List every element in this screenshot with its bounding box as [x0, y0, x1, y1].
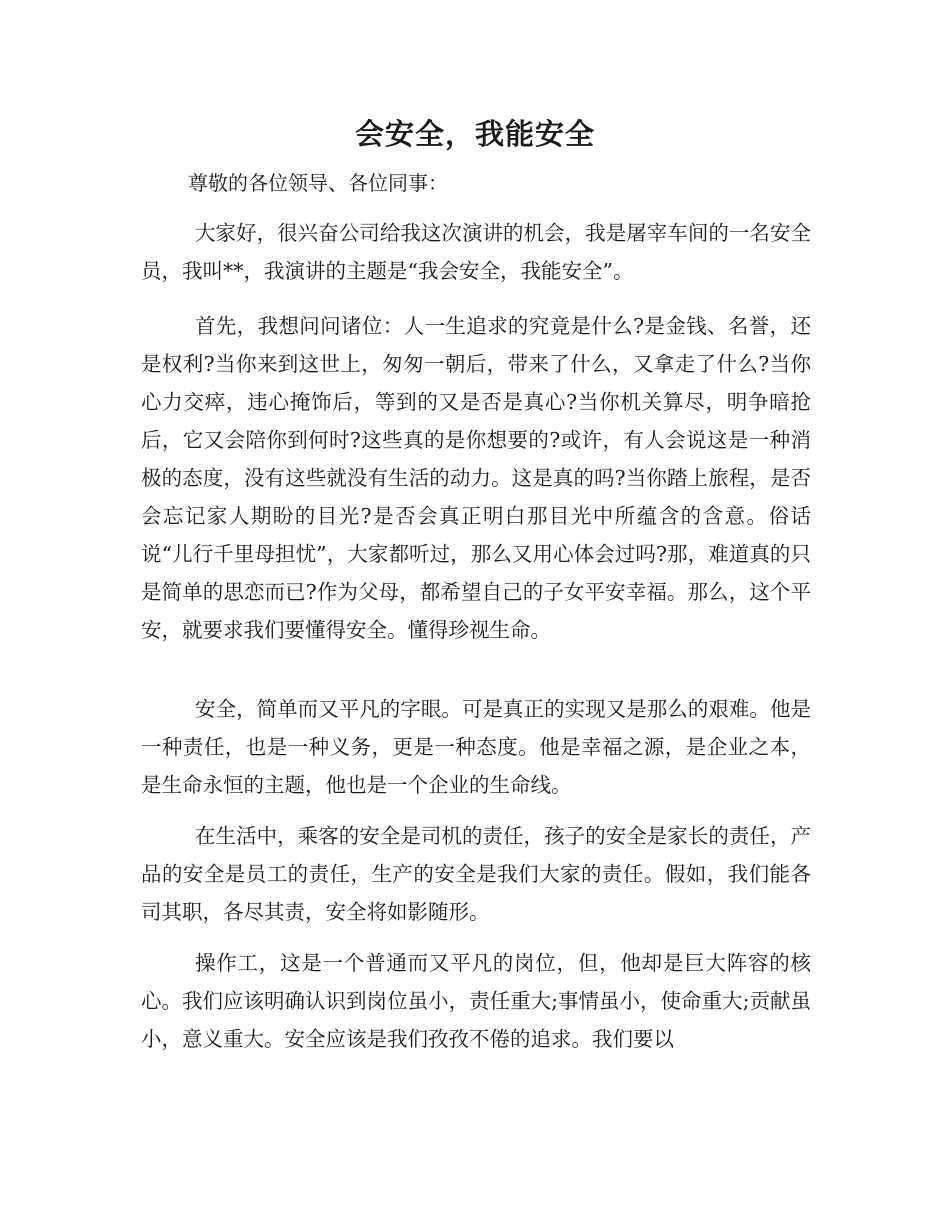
paragraph-intro: 大家好，很兴奋公司给我这次演讲的机会，我是屠宰车间的一名安全员，我叫**，我演讲的主题是“我会安全，我能安全”。 — [141, 221, 811, 283]
greeting-line: 尊敬的各位领导、各位同事： — [188, 171, 448, 195]
paragraph-operator: 操作工，这是一个普通而又平凡的岗位，但，他却是巨大阵容的核心。我们应该明确认识到岗位虽小，责任重大;事情虽小，使命重大;贡献虽小，意义重大。安全应该是我们孜孜不倦的追求。我们要以 — [141, 951, 811, 1051]
paragraph-safety-meaning: 安全，简单而又平凡的字眼。可是真正的实现又是那么的艰难。他是一种责任，也是一种义务，更是一种态度。他是幸福之源，是企业之本，是生命永恒的主题，他也是一个企业的生命线。 — [141, 697, 811, 797]
paragraph-questions: 首先，我想问问诸位：人一生追求的究竟是什么?是金钱、名誉，还是权利?当你来到这世上，匆匆一朝后，带来了什么，又拿走了什么?当你心力交瘁，违心掩饰后，等到的又是否是真心?当你机关算尽，明争暗抢后，它又会陪你到何时?这些真的是你想要的?或许，有人会说这是一种消极的态度，没有这些就没有生活的动力。这是真的吗?当你踏上旅程，是否会忘记家人期盼的目光?是否会真正明白那目光中所蕴含的含意。俗话说“儿行千里母担忧”，大家都听过，那么又用心体会过吗?那，难道真的只是简单的思恋而已?作为父母，都希望自己的子女平安幸福。那么，这个平安，就要求我们要懂得安全。懂得珍视生命。 — [141, 314, 811, 642]
document-title: 会安全，我能安全 — [354, 117, 595, 151]
paragraph-responsibility: 在生活中，乘客的安全是司机的责任，孩子的安全是家长的责任，产品的安全是员工的责任，生产的安全是我们大家的责任。假如，我们能各司其职，各尽其责，安全将如影随形。 — [141, 824, 811, 924]
